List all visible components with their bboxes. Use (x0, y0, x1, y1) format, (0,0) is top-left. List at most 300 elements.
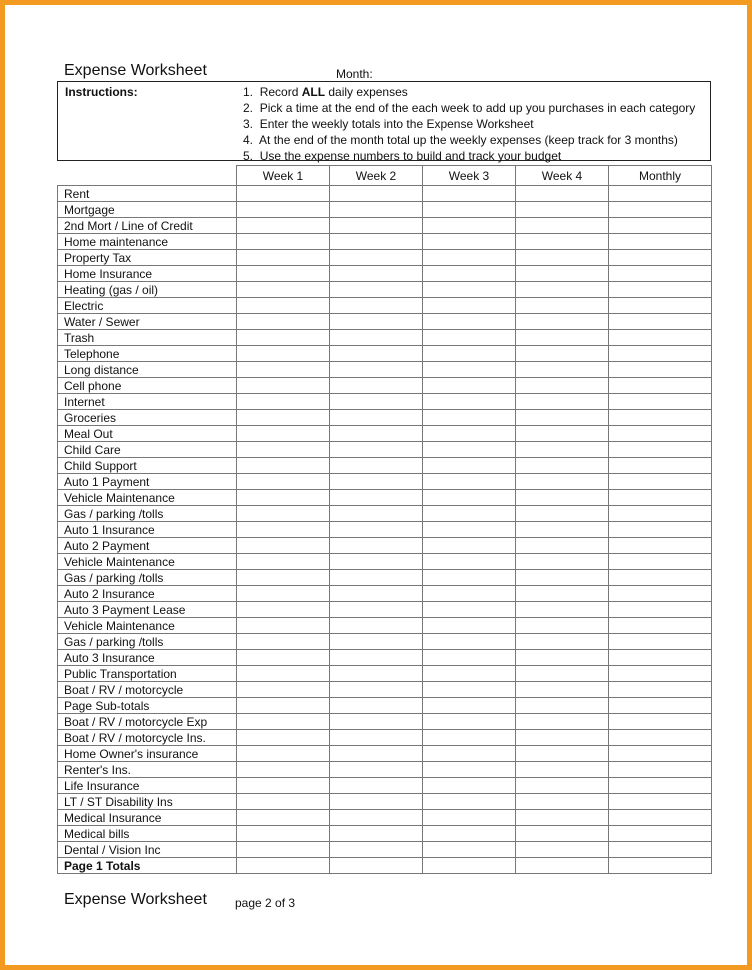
week-4-cell[interactable] (516, 202, 609, 218)
instruction-text: Use the expense numbers to build and track your budget (259, 149, 562, 163)
expense-category: Boat / RV / motorcycle (58, 682, 237, 698)
expense-category: Home Insurance (58, 266, 237, 282)
week-3-cell[interactable] (423, 330, 516, 346)
week-3-cell[interactable] (423, 458, 516, 474)
week-4-cell[interactable] (516, 634, 609, 650)
expense-category: Renter's Ins. (58, 762, 237, 778)
week-1-cell[interactable] (237, 794, 330, 810)
week-4-cell[interactable] (516, 378, 609, 394)
week-1-cell[interactable] (237, 826, 330, 842)
week-3-cell[interactable] (423, 234, 516, 250)
column-header-row (58, 166, 712, 186)
monthly-cell[interactable] (609, 586, 712, 602)
instruction-item-5 (243, 148, 695, 164)
week-4-cell[interactable] (516, 330, 609, 346)
expense-category: Vehicle Maintenance (58, 554, 237, 570)
expense-category: Home maintenance (58, 234, 237, 250)
monthly-cell[interactable] (609, 602, 712, 618)
week-2-cell[interactable] (330, 810, 423, 826)
expense-row (58, 346, 712, 362)
monthly-cell[interactable] (609, 426, 712, 442)
week-2-cell[interactable] (330, 378, 423, 394)
week-2-cell[interactable] (330, 458, 423, 474)
week-4-cell[interactable] (516, 746, 609, 762)
monthly-cell[interactable] (609, 458, 712, 474)
week-4-cell[interactable] (516, 442, 609, 458)
monthly-cell[interactable] (609, 490, 712, 506)
expense-category: Auto 2 Insurance (58, 586, 237, 602)
week-4-cell[interactable] (516, 282, 609, 298)
monthly-cell[interactable] (609, 826, 712, 842)
monthly-column-header: Monthly (609, 166, 712, 186)
week-1-cell[interactable] (237, 346, 330, 362)
week-1-cell[interactable] (237, 634, 330, 650)
week-2-cell[interactable] (330, 282, 423, 298)
expense-category: Auto 3 Payment Lease (58, 602, 237, 618)
week-1-cell[interactable] (237, 394, 330, 410)
expense-category: Rent (58, 186, 237, 202)
week-4-cell[interactable] (516, 810, 609, 826)
week-1-cell[interactable] (237, 618, 330, 634)
monthly-cell[interactable] (609, 618, 712, 634)
week-4-cell[interactable] (516, 842, 609, 858)
monthly-cell[interactable] (609, 698, 712, 714)
monthly-cell[interactable] (609, 554, 712, 570)
week-3-cell[interactable] (423, 522, 516, 538)
week-2-cell[interactable] (330, 266, 423, 282)
expense-category: Child Support (58, 458, 237, 474)
monthly-cell[interactable] (609, 842, 712, 858)
week-2-cell[interactable] (330, 394, 423, 410)
week-4-cell[interactable] (516, 650, 609, 666)
week-2-cell[interactable] (330, 554, 423, 570)
week-1-cell[interactable] (237, 186, 330, 202)
week-1-cell[interactable] (237, 682, 330, 698)
week-1-cell[interactable] (237, 666, 330, 682)
expense-row (58, 458, 712, 474)
week-3-cell[interactable] (423, 554, 516, 570)
month-label: Month: (336, 67, 373, 81)
monthly-cell[interactable] (609, 474, 712, 490)
expense-category: Meal Out (58, 426, 237, 442)
week-1-cell[interactable] (237, 570, 330, 586)
week-4-cell[interactable] (516, 682, 609, 698)
week-2-cell[interactable] (330, 298, 423, 314)
monthly-cell[interactable] (609, 522, 712, 538)
week-1-cell[interactable] (237, 442, 330, 458)
week-2-cell[interactable] (330, 538, 423, 554)
week-3-cell[interactable] (423, 810, 516, 826)
week-1-cell[interactable] (237, 842, 330, 858)
week-2-cell[interactable] (330, 746, 423, 762)
expense-category: Public Transportation (58, 666, 237, 682)
monthly-cell[interactable] (609, 298, 712, 314)
monthly-cell[interactable] (609, 858, 712, 874)
week-1-cell[interactable] (237, 298, 330, 314)
week-2-cell[interactable] (330, 474, 423, 490)
expense-table-body (58, 186, 712, 874)
expense-category: Auto 1 Insurance (58, 522, 237, 538)
week-4-cell[interactable] (516, 298, 609, 314)
expense-category: Heating (gas / oil) (58, 282, 237, 298)
week-1-cell[interactable] (237, 730, 330, 746)
expense-category: Property Tax (58, 250, 237, 266)
week-3-cell[interactable] (423, 426, 516, 442)
week-3-cell[interactable] (423, 314, 516, 330)
week-2-cell[interactable] (330, 602, 423, 618)
instruction-emphasis: ALL (301, 85, 326, 99)
week-4-cell[interactable] (516, 794, 609, 810)
monthly-cell[interactable] (609, 218, 712, 234)
expense-row (58, 330, 712, 346)
instructions-label: Instructions: (65, 85, 138, 99)
week-1-cell[interactable] (237, 218, 330, 234)
expense-row (58, 666, 712, 682)
monthly-cell[interactable] (609, 538, 712, 554)
week-4-cell[interactable] (516, 602, 609, 618)
week-1-cell[interactable] (237, 650, 330, 666)
week-4-cell[interactable] (516, 506, 609, 522)
week-3-cell[interactable] (423, 570, 516, 586)
page-number: page 2 of 3 (235, 896, 296, 910)
week-1-cell[interactable] (237, 714, 330, 730)
expense-row (58, 810, 712, 826)
week-2-cell[interactable] (330, 778, 423, 794)
week-3-cell[interactable] (423, 842, 516, 858)
monthly-cell[interactable] (609, 810, 712, 826)
expense-row (58, 314, 712, 330)
expense-row (58, 218, 712, 234)
week-2-cell[interactable] (330, 314, 423, 330)
expense-row (58, 202, 712, 218)
week-3-cell[interactable] (423, 858, 516, 874)
week-4-cell[interactable] (516, 266, 609, 282)
monthly-cell[interactable] (609, 778, 712, 794)
week-3-cell[interactable] (423, 826, 516, 842)
week-4-cell[interactable] (516, 538, 609, 554)
monthly-cell[interactable] (609, 394, 712, 410)
week-1-cell[interactable] (237, 490, 330, 506)
week-3-column-header: Week 3 (423, 166, 516, 186)
week-4-cell[interactable] (516, 714, 609, 730)
week-4-cell[interactable] (516, 426, 609, 442)
week-4-cell[interactable] (516, 554, 609, 570)
expense-table (57, 165, 712, 874)
monthly-cell[interactable] (609, 234, 712, 250)
week-2-cell[interactable] (330, 426, 423, 442)
monthly-cell[interactable] (609, 266, 712, 282)
week-2-cell[interactable] (330, 234, 423, 250)
week-3-cell[interactable] (423, 762, 516, 778)
week-1-cell[interactable] (237, 810, 330, 826)
monthly-cell[interactable] (609, 314, 712, 330)
week-2-cell[interactable] (330, 442, 423, 458)
week-3-cell[interactable] (423, 362, 516, 378)
expense-row (58, 730, 712, 746)
monthly-cell[interactable] (609, 250, 712, 266)
week-1-cell[interactable] (237, 362, 330, 378)
week-1-cell[interactable] (237, 282, 330, 298)
week-1-cell[interactable] (237, 250, 330, 266)
monthly-cell[interactable] (609, 762, 712, 778)
week-2-cell[interactable] (330, 650, 423, 666)
monthly-cell[interactable] (609, 666, 712, 682)
expense-row (58, 570, 712, 586)
monthly-cell[interactable] (609, 746, 712, 762)
week-4-cell[interactable] (516, 826, 609, 842)
week-3-cell[interactable] (423, 778, 516, 794)
week-3-cell[interactable] (423, 266, 516, 282)
expense-row (58, 394, 712, 410)
week-2-cell[interactable] (330, 218, 423, 234)
monthly-cell[interactable] (609, 650, 712, 666)
week-1-cell[interactable] (237, 586, 330, 602)
week-2-cell[interactable] (330, 826, 423, 842)
week-4-cell[interactable] (516, 314, 609, 330)
week-2-cell[interactable] (330, 730, 423, 746)
week-2-cell[interactable] (330, 794, 423, 810)
week-3-cell[interactable] (423, 538, 516, 554)
week-2-cell[interactable] (330, 506, 423, 522)
week-2-cell[interactable] (330, 858, 423, 874)
expense-table-header (58, 166, 712, 186)
week-3-cell[interactable] (423, 794, 516, 810)
week-3-cell[interactable] (423, 634, 516, 650)
instruction-number: 1. (243, 85, 254, 99)
week-1-cell[interactable] (237, 266, 330, 282)
week-4-cell[interactable] (516, 394, 609, 410)
expense-row (58, 426, 712, 442)
expense-row (58, 266, 712, 282)
week-2-cell[interactable] (330, 522, 423, 538)
week-1-cell[interactable] (237, 762, 330, 778)
week-3-cell[interactable] (423, 394, 516, 410)
week-1-cell[interactable] (237, 410, 330, 426)
expense-row (58, 474, 712, 490)
week-3-cell[interactable] (423, 346, 516, 362)
week-2-cell[interactable] (330, 346, 423, 362)
expense-row (58, 298, 712, 314)
expense-row (58, 714, 712, 730)
week-4-cell[interactable] (516, 234, 609, 250)
expense-row (58, 410, 712, 426)
week-2-cell[interactable] (330, 634, 423, 650)
week-3-cell[interactable] (423, 746, 516, 762)
week-3-cell[interactable] (423, 218, 516, 234)
week-2-cell[interactable] (330, 586, 423, 602)
week-3-cell[interactable] (423, 490, 516, 506)
expense-row (58, 362, 712, 378)
expense-category: Boat / RV / motorcycle Exp (58, 714, 237, 730)
expense-row (58, 378, 712, 394)
week-1-cell[interactable] (237, 314, 330, 330)
expense-row (58, 586, 712, 602)
expense-category: Auto 3 Insurance (58, 650, 237, 666)
week-3-cell[interactable] (423, 506, 516, 522)
week-3-cell[interactable] (423, 250, 516, 266)
week-1-cell[interactable] (237, 426, 330, 442)
week-1-cell[interactable] (237, 778, 330, 794)
expense-row (58, 602, 712, 618)
week-3-cell[interactable] (423, 666, 516, 682)
week-1-cell[interactable] (237, 458, 330, 474)
expense-category: Page Sub-totals (58, 698, 237, 714)
expense-row (58, 762, 712, 778)
expense-category: Electric (58, 298, 237, 314)
week-2-cell[interactable] (330, 362, 423, 378)
week-2-cell[interactable] (330, 762, 423, 778)
expense-category: Child Care (58, 442, 237, 458)
week-2-cell[interactable] (330, 714, 423, 730)
expense-row (58, 746, 712, 762)
expense-category: Mortgage (58, 202, 237, 218)
instruction-text: daily expenses (325, 85, 408, 99)
week-3-cell[interactable] (423, 714, 516, 730)
monthly-cell[interactable] (609, 570, 712, 586)
week-3-cell[interactable] (423, 202, 516, 218)
expense-row (58, 794, 712, 810)
monthly-cell[interactable] (609, 362, 712, 378)
week-1-cell[interactable] (237, 234, 330, 250)
week-2-cell[interactable] (330, 330, 423, 346)
week-4-cell[interactable] (516, 490, 609, 506)
week-4-cell[interactable] (516, 362, 609, 378)
week-3-cell[interactable] (423, 586, 516, 602)
expense-category: LT / ST Disability Ins (58, 794, 237, 810)
week-4-cell[interactable] (516, 778, 609, 794)
category-column-header (58, 166, 237, 186)
expense-category: Cell phone (58, 378, 237, 394)
week-4-cell[interactable] (516, 858, 609, 874)
monthly-cell[interactable] (609, 410, 712, 426)
week-3-cell[interactable] (423, 474, 516, 490)
week-2-cell[interactable] (330, 490, 423, 506)
week-1-cell[interactable] (237, 522, 330, 538)
week-1-cell[interactable] (237, 474, 330, 490)
week-1-cell[interactable] (237, 554, 330, 570)
week-3-cell[interactable] (423, 298, 516, 314)
week-1-cell[interactable] (237, 202, 330, 218)
totals-label: Page 1 Totals (58, 858, 237, 874)
week-1-cell[interactable] (237, 378, 330, 394)
week-1-cell[interactable] (237, 858, 330, 874)
week-3-cell[interactable] (423, 682, 516, 698)
week-2-cell[interactable] (330, 250, 423, 266)
week-2-cell[interactable] (330, 842, 423, 858)
week-4-cell[interactable] (516, 570, 609, 586)
week-1-cell[interactable] (237, 602, 330, 618)
week-1-cell[interactable] (237, 506, 330, 522)
week-4-cell[interactable] (516, 250, 609, 266)
monthly-cell[interactable] (609, 506, 712, 522)
monthly-cell[interactable] (609, 330, 712, 346)
expense-row (58, 522, 712, 538)
week-3-cell[interactable] (423, 410, 516, 426)
week-4-cell[interactable] (516, 730, 609, 746)
monthly-cell[interactable] (609, 730, 712, 746)
week-3-cell[interactable] (423, 186, 516, 202)
week-2-cell[interactable] (330, 618, 423, 634)
week-3-cell[interactable] (423, 442, 516, 458)
week-3-cell[interactable] (423, 698, 516, 714)
expense-category: Gas / parking /tolls (58, 506, 237, 522)
monthly-cell[interactable] (609, 634, 712, 650)
week-4-cell[interactable] (516, 762, 609, 778)
worksheet-title: Expense Worksheet (64, 62, 207, 79)
week-2-cell[interactable] (330, 666, 423, 682)
instructions-box (57, 81, 711, 161)
week-4-cell[interactable] (516, 586, 609, 602)
week-4-cell[interactable] (516, 458, 609, 474)
expense-category: 2nd Mort / Line of Credit (58, 218, 237, 234)
week-4-cell[interactable] (516, 410, 609, 426)
week-4-cell[interactable] (516, 474, 609, 490)
monthly-cell[interactable] (609, 186, 712, 202)
instruction-text: Enter the weekly totals into the Expense Worksheet (259, 117, 534, 131)
week-3-cell[interactable] (423, 602, 516, 618)
week-1-cell[interactable] (237, 746, 330, 762)
expense-category: Long distance (58, 362, 237, 378)
monthly-cell[interactable] (609, 442, 712, 458)
week-2-cell[interactable] (330, 202, 423, 218)
week-4-cell[interactable] (516, 346, 609, 362)
week-4-column-header: Week 4 (516, 166, 609, 186)
week-3-cell[interactable] (423, 282, 516, 298)
expense-category: Dental / Vision Inc (58, 842, 237, 858)
week-4-cell[interactable] (516, 522, 609, 538)
week-1-cell[interactable] (237, 538, 330, 554)
week-4-cell[interactable] (516, 186, 609, 202)
week-3-cell[interactable] (423, 618, 516, 634)
week-1-cell[interactable] (237, 330, 330, 346)
week-4-cell[interactable] (516, 218, 609, 234)
monthly-cell[interactable] (609, 682, 712, 698)
week-4-cell[interactable] (516, 618, 609, 634)
expense-row (58, 538, 712, 554)
expense-category: Auto 2 Payment (58, 538, 237, 554)
monthly-cell[interactable] (609, 794, 712, 810)
expense-row (58, 778, 712, 794)
expense-category: Auto 1 Payment (58, 474, 237, 490)
week-2-cell[interactable] (330, 410, 423, 426)
monthly-cell[interactable] (609, 714, 712, 730)
week-4-cell[interactable] (516, 666, 609, 682)
week-2-cell[interactable] (330, 698, 423, 714)
expense-row (58, 490, 712, 506)
week-3-cell[interactable] (423, 378, 516, 394)
monthly-cell[interactable] (609, 346, 712, 362)
week-3-cell[interactable] (423, 730, 516, 746)
week-1-cell[interactable] (237, 698, 330, 714)
expense-category: Gas / parking /tolls (58, 634, 237, 650)
monthly-cell[interactable] (609, 282, 712, 298)
footer-title: Expense Worksheet (64, 891, 207, 908)
expense-row (58, 682, 712, 698)
expense-row (58, 826, 712, 842)
monthly-cell[interactable] (609, 202, 712, 218)
week-2-column-header: Week 2 (330, 166, 423, 186)
week-4-cell[interactable] (516, 698, 609, 714)
instruction-text: Pick a time at the end of the each week to add up you purchases in each category (259, 101, 696, 115)
monthly-cell[interactable] (609, 378, 712, 394)
week-3-cell[interactable] (423, 650, 516, 666)
week-2-cell[interactable] (330, 682, 423, 698)
instruction-text: Record (259, 85, 302, 99)
expense-row (58, 634, 712, 650)
week-2-cell[interactable] (330, 186, 423, 202)
instruction-item-1 (243, 84, 695, 100)
week-2-cell[interactable] (330, 570, 423, 586)
